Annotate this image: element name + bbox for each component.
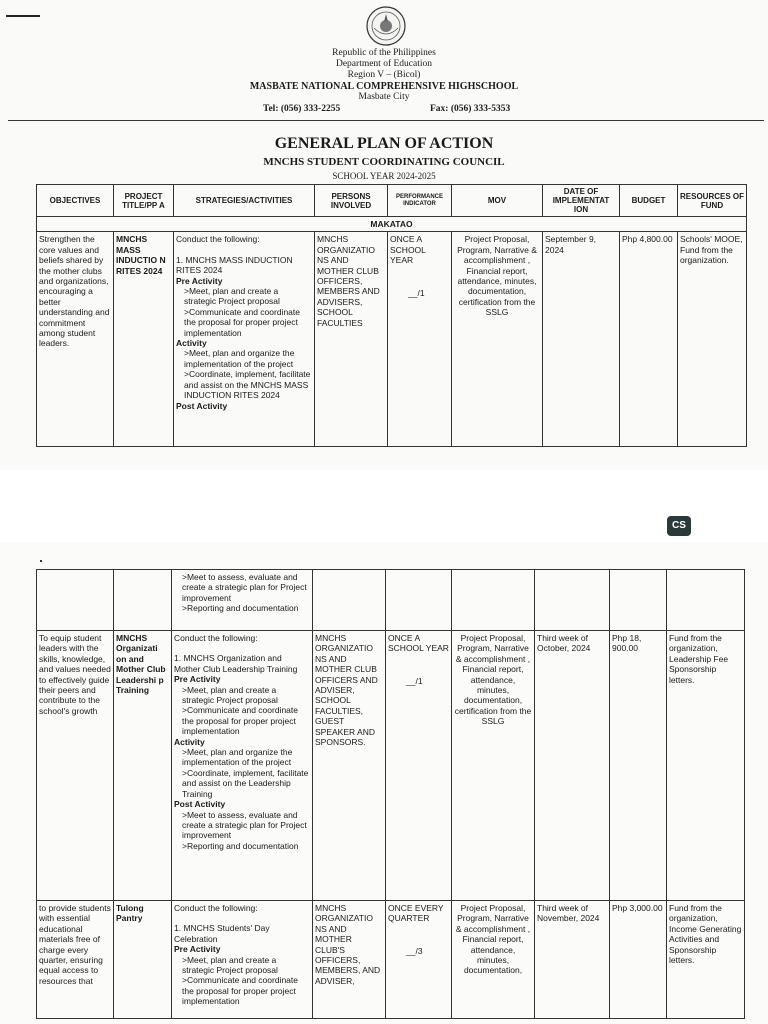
row2-s4: >Coordinate, implement, facilitate and assist on the Leadership Training (182, 767, 309, 799)
row1-objective: Strengthen the core values and beliefs shared by the mother clubs and organizations, encouraging a better understanding and commitment among student leaders. (37, 232, 114, 447)
row2-perf-mark: __/1 (406, 675, 423, 686)
row3-budget: Php 3,000.00 (610, 901, 667, 1019)
row2-budget: Php 18, 900.00 (610, 631, 667, 901)
row2-s2: >Communicate and coordinate the proposal for proper project implementation (182, 705, 298, 737)
row2-strategies (172, 631, 313, 901)
row1-project: MNCHS MASS INDUCTIO N RITES 2024 (114, 232, 174, 447)
row2-intro: Conduct the following: (174, 633, 258, 643)
col-mov: MOV (452, 185, 543, 217)
row1-s3: >Meet, plan and organize the implementation of the project (184, 348, 295, 369)
row2-resources: Fund from the organization, Leadership Fee Sponsorship letters. (667, 631, 745, 901)
row3-perf: ONCE EVERY QUARTER (388, 903, 444, 924)
cont-s1: >Meet to assess, evaluate and create a strategic plan for Project improvement (182, 572, 307, 603)
header-region: Region V – (Bicol) (347, 70, 421, 80)
row3-strategies (172, 901, 313, 1019)
plan-table-page-two (36, 569, 745, 1019)
row3-item: 1. MNCHS Students' Day Celebration (174, 923, 270, 944)
row3-s2: >Communicate and coordinate the proposal for proper project implementation (182, 975, 298, 1007)
row2-item: 1. MNCHS Organization and Mother Club Leadership Training (174, 653, 298, 674)
row3-project: Tulong Pantry (114, 901, 172, 1019)
row1-strategies (174, 232, 315, 447)
row2-objective: To equip student leaders with the skills, knowledge, and values needed to effectively guide their peers and contribute to the school's growth (37, 631, 114, 901)
row2-persons: MNCHS ORGANIZATIO NS AND MOTHER CLUB OFFICERS AND ADVISER, SCHOOL FACULTIES, GUEST SPEAKER AND SPONSORS. (313, 631, 386, 901)
row3-pre: Pre Activity (174, 944, 221, 955)
row1-budget: Php 4,800.00 (620, 232, 678, 447)
row2-mov: Project Proposal, Program, Narrative & accomplishment , Financial report, attendance, minutes, documentation, certification from the SSLG (452, 631, 535, 901)
table-header-row (37, 185, 747, 217)
header-tel: Tel: (056) 333-2255 (263, 104, 341, 114)
header-rule (8, 120, 764, 121)
row2-s3: >Meet, plan and organize the implementation of the project (182, 747, 293, 768)
col-performance: PERFORMANCE INDICATOR (388, 185, 452, 217)
row3-s1: >Meet, plan and create a strategic Project proposal (182, 954, 278, 976)
row1-perf: ONCE A SCHOOL YEAR (390, 234, 426, 266)
row3-objective: to provide students with essential educational materials free of charge every quarter, ensuring equal access to resources that (37, 901, 114, 1019)
row2-performance (386, 631, 452, 901)
page-one (0, 0, 768, 470)
col-budget: BUDGET (620, 185, 678, 217)
row1-mov: Project Proposal, Program, Narrative & accomplishment , Financial report, attendance, minutes, documentation, certification from the SSLG (452, 232, 543, 447)
row3-perf-mark: __/3 (406, 945, 423, 956)
document-subtitle: MNCHS STUDENT COORDINATING COUNCIL (263, 156, 505, 168)
row2-s5: >Meet to assess, evaluate and create a strategic plan for Project improvement (182, 809, 307, 841)
row1-s2: >Communicate and coordinate the proposal for proper project implementation (184, 306, 300, 338)
row3-intro: Conduct the following: (174, 903, 258, 913)
header-fax: Fax: (056) 333-5353 (430, 104, 511, 114)
row2-project: MNCHS Organizati on and Mother Club Leadershi p Training (114, 631, 172, 901)
row1-perf-mark: __/1 (408, 287, 425, 298)
stray-dot (40, 560, 42, 562)
col-strategies: STRATEGIES/ACTIVITIES (174, 185, 315, 217)
row1-act: Activity (176, 338, 207, 349)
table-row (37, 631, 745, 901)
row3-persons: MNCHS ORGANIZATIO NS AND MOTHER CLUB'S OFFICERS, MEMBERS, AND ADVISER, (313, 901, 386, 1019)
row1-s4: >Coordinate, implement, facilitate and assist on the MNCHS MASS INDUCTION RITES 2024 (184, 369, 311, 401)
page-gap (0, 470, 768, 542)
page-two (0, 542, 768, 1024)
col-objectives: OBJECTIVES (37, 185, 114, 217)
row3-performance (386, 901, 452, 1019)
row2-pre: Pre Activity (174, 674, 221, 685)
section-row (37, 217, 747, 232)
col-persons: PERSONS INVOLVED (315, 185, 388, 217)
header-city: Masbate City (358, 92, 410, 102)
row2-act: Activity (174, 736, 205, 747)
row1-intro: Conduct the following: (176, 234, 260, 245)
table-row (37, 232, 747, 447)
camscanner-badge: CS (667, 516, 691, 536)
section-label: MAKATAO (37, 217, 747, 232)
cont-s2: >Reporting and documentation (182, 603, 299, 614)
row1-performance (388, 232, 452, 447)
row1-date: September 9, 2024 (543, 232, 620, 447)
row1-item: 1. MNCHS MASS INDUCTION RITES 2024 (176, 254, 293, 276)
col-date: DATE OF IMPLEMENTAT ION (543, 185, 620, 217)
row3-date: Third week of November, 2024 (535, 901, 610, 1019)
plan-table-page-one (36, 184, 747, 447)
document-title: GENERAL PLAN OF ACTION (274, 135, 494, 152)
deped-seal-icon (366, 6, 406, 46)
table-row (37, 901, 745, 1019)
row3-resources: Fund from the organization, Income Generating Activities and Sponsorship letters. (667, 901, 745, 1019)
row1-pre: Pre Activity (176, 275, 223, 286)
table-row (37, 570, 745, 631)
row1-persons: MNCHS ORGANIZATIO NS AND MOTHER CLUB OFFICERS, MEMBERS AND ADVISERS, SCHOOL FACULTIES (315, 232, 388, 447)
header-school: MASBATE NATIONAL COMPREHENSIVE HIGHSCHOOL (249, 81, 519, 92)
row3-mov: Project Proposal, Program, Narrative & accomplishment , Financial report, attendance, minutes, documentation, (452, 901, 535, 1019)
cont-strategies (172, 570, 313, 631)
row2-s1: >Meet, plan and create a strategic Project proposal (182, 684, 278, 706)
row1-resources: Schools' MOOE, Fund from the organization. (678, 232, 747, 447)
col-project: PROJECT TITLE/PP A (114, 185, 174, 217)
row2-date: Third week of October, 2024 (535, 631, 610, 901)
col-resources: RESOURCES OF FUND (678, 185, 747, 217)
row1-post: Post Activity (176, 400, 228, 411)
header-department: Department of Education (335, 59, 433, 69)
corner-mark (6, 15, 40, 17)
row1-s1: >Meet, plan and create a strategic Project proposal (184, 286, 280, 307)
row2-s6: >Reporting and documentation (182, 840, 299, 851)
school-year: SCHOOL YEAR 2024-2025 (332, 171, 436, 181)
row2-perf: ONCE A SCHOOL YEAR (388, 633, 449, 654)
row2-post: Post Activity (174, 799, 226, 810)
header-republic: Republic of the Philippines (332, 48, 436, 58)
